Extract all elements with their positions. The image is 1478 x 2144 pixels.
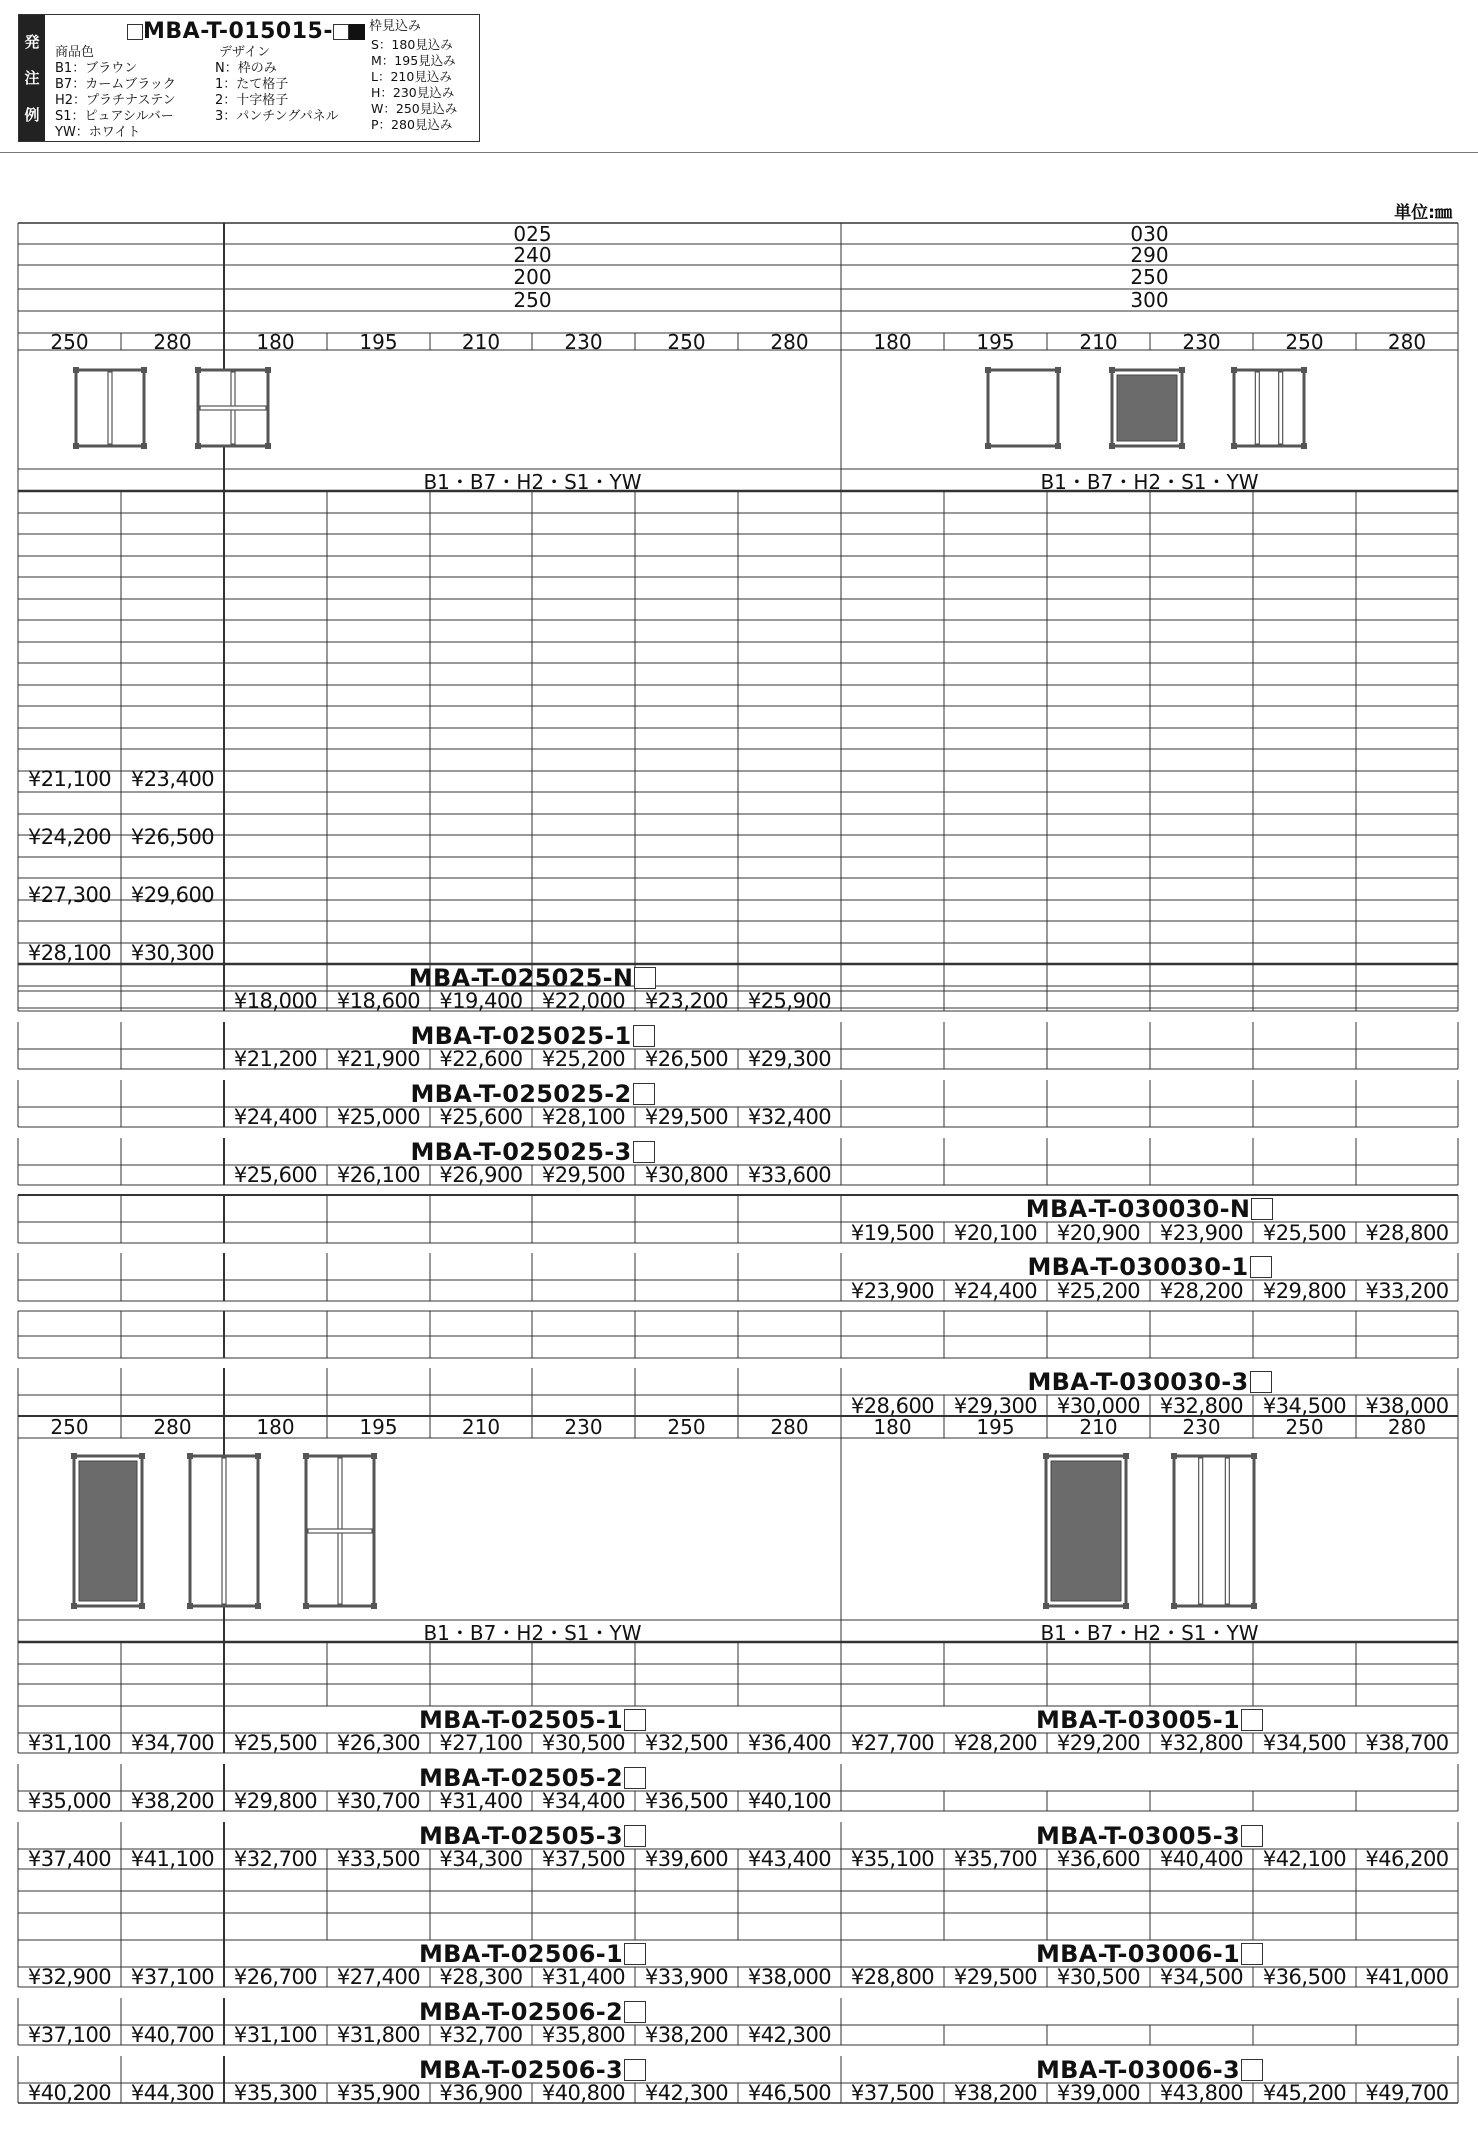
price-cell: ¥30,000	[1056, 1393, 1141, 1418]
price-cell: ¥28,200	[1159, 1278, 1244, 1303]
price-cell: ¥21,900	[336, 1047, 421, 1071]
price-cell: ¥29,500	[541, 1163, 626, 1187]
model-name	[841, 1368, 1458, 1395]
panel-punching-icon-corner	[1123, 1603, 1129, 1609]
model-name	[224, 1022, 841, 1049]
price-cell: ¥34,300	[439, 1847, 523, 1871]
price-cell: ¥28,800	[850, 1965, 935, 1989]
price-cell: ¥26,500	[644, 1047, 729, 1071]
price-cell: ¥40,400	[1159, 1847, 1244, 1871]
model-name-text: MBA-T-02506-1	[418, 1939, 624, 1968]
price-cell: ¥20,900	[1056, 1220, 1141, 1245]
price-cell: ¥33,200	[1365, 1278, 1449, 1303]
panel-vertical-icon	[1234, 370, 1304, 446]
model-name-text: MBA-T-02506-2	[418, 1997, 624, 2026]
model-name-text: MBA-T-03006-3	[1035, 2055, 1241, 2084]
depth-header: 280	[770, 1415, 809, 1439]
price-cell: ¥36,400	[747, 1731, 832, 1755]
model-name-text: MBA-T-03006-1	[1035, 1939, 1241, 1968]
panel-vertical-icon-bar	[1225, 1458, 1229, 1604]
group-code: 030	[1130, 221, 1169, 246]
design-item: 2：十字格子	[215, 93, 289, 108]
model-name-text: MBA-T-030030-1	[1027, 1252, 1249, 1281]
model-name	[224, 1940, 841, 1967]
panel-punching-icon-corner	[139, 1603, 145, 1609]
panel-cross-icon-corner	[265, 443, 271, 449]
panel-vertical-icon-bar	[1279, 372, 1283, 444]
price-cell: ¥22,000	[541, 989, 626, 1013]
panel-cross-icon-corner	[265, 367, 271, 373]
depth-header: 230	[564, 1415, 603, 1439]
price-cell: ¥41,100	[130, 1847, 215, 1871]
model-name-text: MBA-T-025025-N	[408, 963, 634, 992]
panel-punching-icon-corner	[1123, 1453, 1129, 1459]
depth-header: 195	[359, 329, 398, 354]
price-cell: ¥44,300	[130, 2081, 215, 2105]
price-cell: ¥35,800	[541, 2023, 626, 2047]
panel-vertical-icon-bar	[1199, 1458, 1203, 1604]
price-cell: ¥24,400	[953, 1278, 1038, 1303]
price-cell: ¥38,700	[1365, 1731, 1449, 1755]
depth-item: H：230見込み	[371, 85, 455, 100]
price-cell: ¥40,700	[130, 2023, 215, 2047]
panel-vertical-icon-corner	[1171, 1603, 1177, 1609]
model-name-text: MBA-T-030030-3	[1027, 1367, 1249, 1396]
price-cell: ¥35,900	[336, 2081, 421, 2105]
price-cell: ¥35,000	[27, 1789, 112, 1813]
price-cell: ¥18,000	[233, 989, 318, 1013]
price-cell: ¥23,900	[850, 1278, 935, 1303]
depth-header: 250	[50, 1415, 89, 1439]
depth-header: 250	[667, 329, 706, 354]
group-dim3: 300	[1130, 288, 1169, 312]
price-cell: ¥32,900	[27, 1965, 112, 1989]
model-name-text: MBA-T-03005-1	[1035, 1705, 1241, 1734]
color-title: 商品色	[55, 45, 95, 60]
blank-box-icon	[1241, 1943, 1263, 1965]
price-cell: ¥37,400	[27, 1847, 112, 1871]
price-cell: ¥39,600	[644, 1847, 729, 1871]
price-cell: ¥28,100	[27, 941, 112, 965]
depth-header: 250	[50, 329, 89, 354]
price-cell: ¥38,000	[1365, 1393, 1449, 1418]
price-cell: ¥28,300	[439, 1965, 523, 1989]
price-cell: ¥30,500	[1056, 1965, 1141, 1989]
price-cell: ¥28,100	[541, 1105, 626, 1129]
panel-frame-only-icon-corner	[985, 367, 991, 373]
panel-vertical-icon-bar	[108, 372, 112, 444]
price-cell: ¥38,200	[644, 2023, 729, 2047]
price-cell: ¥25,000	[336, 1105, 421, 1129]
depth-header: 280	[770, 329, 809, 354]
panel-vertical-icon-corner	[141, 443, 147, 449]
price-cell: ¥29,300	[747, 1047, 832, 1071]
model-name-text: MBA-T-025025-1	[410, 1021, 632, 1050]
depth-header: 280	[153, 1415, 192, 1439]
order-code-text: MBA-T-015015-	[143, 19, 333, 44]
price-cell: ¥25,500	[1262, 1220, 1347, 1245]
depth-header: 180	[873, 1415, 912, 1439]
price-cell: ¥34,500	[1262, 1731, 1347, 1755]
price-cell: ¥36,500	[644, 1789, 729, 1813]
price-cell: ¥32,800	[1159, 1393, 1244, 1418]
price-cell: ¥40,100	[747, 1789, 832, 1813]
price-cell: ¥43,800	[1159, 2081, 1244, 2105]
model-name	[841, 1822, 1458, 1849]
price-cell: ¥27,700	[850, 1731, 935, 1755]
design-item: N：枠のみ	[215, 61, 277, 76]
model-name	[224, 1138, 841, 1165]
panel-punching-icon-corner	[71, 1603, 77, 1609]
model-name	[224, 964, 841, 991]
depth-header: 195	[976, 329, 1015, 354]
color-item: YW：ホワイト	[55, 125, 141, 140]
color-item: B1：ブラウン	[55, 61, 138, 76]
price-cell: ¥33,600	[747, 1163, 832, 1187]
price-cell: ¥38,000	[747, 1965, 832, 1989]
price-cell: ¥32,700	[233, 1847, 318, 1871]
price-cell: ¥28,600	[850, 1393, 935, 1418]
depth-header: 230	[1182, 329, 1221, 354]
price-cell: ¥21,100	[27, 767, 112, 791]
price-cell: ¥23,900	[1159, 1220, 1244, 1245]
panel-punching-icon-corner	[1179, 443, 1185, 449]
model-name-text: MBA-T-025025-2	[410, 1079, 632, 1108]
blank-box-icon	[1250, 1371, 1272, 1393]
model-name	[224, 1080, 841, 1107]
model-name-text: MBA-T-025025-3	[410, 1137, 632, 1166]
depth-item: L：210見込み	[371, 69, 452, 84]
price-cell: ¥22,600	[439, 1047, 523, 1071]
price-cell: ¥34,400	[541, 1789, 626, 1813]
price-cell: ¥31,100	[233, 2023, 318, 2047]
panel-vertical-icon-corner	[1301, 443, 1307, 449]
side-char: 例	[24, 106, 40, 125]
price-cell: ¥24,200	[27, 825, 112, 849]
panel-punching-icon-perforated	[79, 1461, 137, 1601]
panel-vertical-icon-bar	[222, 1458, 226, 1604]
price-cell: ¥40,200	[27, 2081, 112, 2105]
panel-punching-icon-corner	[1109, 367, 1115, 373]
panel-punching-icon-perforated	[1051, 1461, 1121, 1601]
price-cell: ¥27,100	[439, 1731, 523, 1755]
blank-box-icon	[1241, 1825, 1263, 1847]
panel-cross-icon-corner	[371, 1453, 377, 1459]
panel-vertical-icon-corner	[1251, 1603, 1257, 1609]
group-dim2: 250	[1130, 265, 1169, 289]
blank-box-icon	[624, 1825, 646, 1847]
blank-box-icon	[633, 1083, 655, 1105]
panel-cross-icon-corner	[371, 1603, 377, 1609]
price-cell: ¥34,700	[130, 1731, 215, 1755]
price-cell: ¥23,200	[644, 989, 729, 1013]
price-cell: ¥36,900	[439, 2081, 523, 2105]
price-cell: ¥35,300	[233, 2081, 318, 2105]
price-cell: ¥38,200	[953, 2081, 1038, 2105]
panel-vertical-icon-bar	[1255, 372, 1259, 444]
panel-vertical-icon-corner	[187, 1453, 193, 1459]
price-cell: ¥37,100	[27, 2023, 112, 2047]
panel-punching-icon-corner	[1043, 1603, 1049, 1609]
color-item: B7：カームブラック	[55, 77, 176, 92]
model-name	[224, 1998, 841, 2025]
price-cell: ¥33,900	[644, 1965, 729, 1989]
model-name	[841, 2056, 1458, 2083]
price-cell: ¥25,200	[1056, 1278, 1141, 1303]
group-dim1: 290	[1130, 242, 1169, 267]
price-cell: ¥33,500	[336, 1847, 421, 1871]
depth-item: P：280見込み	[371, 117, 453, 132]
depth-header: 230	[1182, 1415, 1221, 1439]
model-name	[224, 1764, 841, 1791]
panel-punching-icon-corner	[139, 1453, 145, 1459]
design-title: デザイン	[219, 45, 271, 60]
model-name-text: MBA-T-030030-N	[1025, 1194, 1251, 1223]
depth-header: 210	[461, 1415, 501, 1439]
panel-cross-icon-corner	[303, 1453, 309, 1459]
price-cell: ¥45,200	[1262, 2081, 1347, 2105]
depth-header: 195	[359, 1415, 398, 1439]
price-cell: ¥29,800	[1262, 1278, 1347, 1303]
price-cell: ¥49,700	[1365, 2081, 1449, 2105]
price-cell: ¥28,800	[1365, 1220, 1449, 1245]
depth-header: 180	[256, 329, 295, 354]
depth-header: 195	[976, 1415, 1015, 1439]
model-name-text: MBA-T-02505-3	[418, 1821, 624, 1850]
panel-cross-icon-corner	[195, 443, 201, 449]
blank-box-icon	[624, 2001, 646, 2023]
depth-header: 180	[873, 329, 912, 354]
price-cell: ¥29,300	[953, 1393, 1038, 1418]
panel-vertical-icon-corner	[255, 1603, 261, 1609]
depth-header: 230	[564, 329, 603, 354]
depth-header: 210	[1079, 1415, 1118, 1439]
price-cell: ¥35,700	[953, 1847, 1038, 1871]
blank-box-icon	[624, 1767, 646, 1789]
panel-cross-icon-bar	[308, 1529, 372, 1533]
price-cell: ¥26,300	[336, 1731, 421, 1755]
panel-punching-icon-corner	[1109, 443, 1115, 449]
price-cell: ¥37,500	[541, 1847, 626, 1871]
price-cell: ¥26,100	[336, 1163, 421, 1187]
price-cell: ¥40,800	[541, 2081, 626, 2105]
depth-header: 250	[1285, 1415, 1324, 1439]
price-cell: ¥25,600	[439, 1105, 523, 1129]
price-cell: ¥31,800	[336, 2023, 421, 2047]
model-name	[841, 1195, 1458, 1222]
panel-frame-only-icon-corner	[1055, 443, 1061, 449]
price-cell: ¥41,000	[1365, 1965, 1449, 1989]
group-dim2: 200	[513, 265, 552, 289]
price-cell: ¥32,400	[747, 1105, 832, 1129]
price-cell: ¥46,500	[747, 2081, 832, 2105]
model-name-text: MBA-T-02506-3	[418, 2055, 624, 2084]
color-codes: B1・B7・H2・S1・YW	[1040, 1620, 1259, 1645]
price-cell: ¥32,800	[1159, 1731, 1244, 1755]
color-item: H2：プラチナステン	[55, 93, 176, 108]
price-cell: ¥25,200	[541, 1047, 626, 1071]
price-cell: ¥36,500	[1262, 1965, 1347, 1989]
panel-vertical-icon-corner	[1231, 443, 1237, 449]
price-cell: ¥31,400	[541, 1965, 626, 1989]
price-cell: ¥29,800	[233, 1789, 318, 1813]
price-cell: ¥36,600	[1056, 1847, 1141, 1871]
depth-item: W：250見込み	[371, 101, 458, 116]
price-cell: ¥43,400	[747, 1847, 832, 1871]
model-name-text: MBA-T-03005-3	[1035, 1821, 1241, 1850]
price-cell: ¥26,900	[439, 1163, 523, 1187]
depth-title: 枠見込み	[369, 19, 422, 34]
blank-box-icon	[624, 1943, 646, 1965]
design-item: 3：パンチングパネル	[215, 109, 339, 124]
depth-header: 210	[1079, 329, 1118, 354]
blank-box-icon	[1241, 1709, 1263, 1731]
panel-vertical-icon-corner	[1231, 367, 1237, 373]
color-item: S1：ピュアシルバー	[55, 109, 174, 124]
model-name	[841, 1940, 1458, 1967]
model-name	[224, 2056, 841, 2083]
price-cell: ¥38,200	[130, 1789, 215, 1813]
blank-box-icon	[1250, 1256, 1272, 1278]
blank-box-icon	[633, 1141, 655, 1163]
panel-punching-icon-corner	[1043, 1453, 1049, 1459]
depth-header: 250	[667, 1415, 706, 1439]
price-cell: ¥35,100	[850, 1847, 935, 1871]
price-cell: ¥31,100	[27, 1731, 112, 1755]
model-name-text: MBA-T-02505-1	[418, 1705, 624, 1734]
price-cell: ¥46,200	[1365, 1847, 1449, 1871]
model-name	[224, 1706, 841, 1733]
price-cell: ¥32,500	[644, 1731, 729, 1755]
group-dim1: 240	[513, 242, 552, 267]
panel-frame-only-icon-corner	[985, 443, 991, 449]
blank-box-icon	[634, 967, 656, 989]
panel-punching-icon-corner	[1179, 367, 1185, 373]
price-cell: ¥25,500	[233, 1731, 318, 1755]
price-cell: ¥30,800	[644, 1163, 729, 1187]
panel-cross-icon-bar	[200, 406, 266, 410]
depth-header: 280	[153, 329, 192, 354]
price-cell: ¥34,500	[1159, 1965, 1244, 1989]
side-char: 注	[24, 69, 40, 88]
color-codes: B1・B7・H2・S1・YW	[423, 469, 642, 494]
price-cell: ¥42,300	[747, 2023, 832, 2047]
panel-punching-icon-perforated	[1117, 375, 1177, 441]
panel-frame-only-icon-corner	[1055, 367, 1061, 373]
price-cell: ¥37,100	[130, 1965, 215, 1989]
panel-vertical-icon-corner	[1251, 1453, 1257, 1459]
panel-vertical-icon-corner	[1301, 367, 1307, 373]
price-cell: ¥21,200	[233, 1047, 318, 1071]
price-cell: ¥18,600	[336, 989, 421, 1013]
model-name	[841, 1253, 1458, 1280]
blank-box-icon	[624, 2059, 646, 2081]
depth-item: S：180見込み	[371, 37, 453, 52]
price-cell: ¥34,500	[1262, 1393, 1347, 1418]
design-item: 1：たて格子	[215, 77, 289, 92]
panel-vertical-icon-corner	[73, 367, 79, 373]
price-cell: ¥30,300	[130, 941, 215, 965]
price-cell: ¥25,600	[233, 1163, 318, 1187]
model-name	[224, 1822, 841, 1849]
depth-header: 210	[461, 329, 501, 354]
panel-vertical-icon-corner	[73, 443, 79, 449]
panel-cross-icon-corner	[195, 367, 201, 373]
model-name-text: MBA-T-02505-2	[418, 1763, 624, 1792]
price-cell: ¥26,500	[130, 825, 215, 849]
blank-box-icon	[1251, 1198, 1273, 1220]
price-cell: ¥23,400	[130, 767, 215, 791]
price-cell: ¥25,900	[747, 989, 832, 1013]
blank-box-icon	[1241, 2059, 1263, 2081]
blank-box-icon	[624, 1709, 646, 1731]
group-code: 025	[513, 221, 552, 246]
panel-vertical-icon-corner	[255, 1453, 261, 1459]
price-cell: ¥31,400	[439, 1789, 523, 1813]
panel-vertical-icon	[1174, 1456, 1254, 1606]
price-cell: ¥42,300	[644, 2081, 729, 2105]
price-cell: ¥29,200	[1056, 1731, 1141, 1755]
depth-header: 250	[1285, 329, 1324, 354]
depth-header: 180	[256, 1415, 295, 1439]
depth-header: 280	[1387, 329, 1427, 354]
blank-box-icon	[633, 1025, 655, 1047]
panel-frame-only-icon	[988, 370, 1058, 446]
depth-header: 280	[1387, 1415, 1427, 1439]
panel-vertical-icon-corner	[1171, 1453, 1177, 1459]
unit-label: 単位:㎜	[1394, 203, 1452, 223]
price-cell: ¥20,100	[953, 1220, 1038, 1245]
price-cell: ¥28,200	[953, 1731, 1038, 1755]
panel-punching-icon-corner	[71, 1453, 77, 1459]
price-cell: ¥32,700	[439, 2023, 523, 2047]
group-dim3: 250	[513, 288, 552, 312]
side-char: 発	[24, 32, 40, 51]
price-cell: ¥29,500	[644, 1105, 729, 1129]
price-cell: ¥39,000	[1056, 2081, 1141, 2105]
price-cell: ¥30,500	[541, 1731, 626, 1755]
price-cell: ¥27,400	[336, 1965, 421, 1989]
price-cell: ¥27,300	[27, 883, 112, 907]
price-cell: ¥37,500	[850, 2081, 935, 2105]
price-cell: ¥29,500	[953, 1965, 1038, 1989]
price-cell: ¥19,400	[439, 989, 523, 1013]
model-name	[841, 1706, 1458, 1733]
color-codes: B1・B7・H2・S1・YW	[1040, 469, 1259, 494]
color-codes: B1・B7・H2・S1・YW	[423, 1620, 642, 1645]
panel-cross-icon-corner	[303, 1603, 309, 1609]
price-cell: ¥19,500	[850, 1220, 935, 1245]
panel-vertical-icon-corner	[187, 1603, 193, 1609]
price-cell: ¥29,600	[130, 883, 215, 907]
depth-item: M：195見込み	[371, 53, 456, 68]
price-cell: ¥30,700	[336, 1789, 421, 1813]
panel-vertical-icon-corner	[141, 367, 147, 373]
price-cell: ¥24,400	[233, 1105, 318, 1129]
price-cell: ¥42,100	[1262, 1847, 1347, 1871]
price-cell: ¥26,700	[233, 1965, 318, 1989]
